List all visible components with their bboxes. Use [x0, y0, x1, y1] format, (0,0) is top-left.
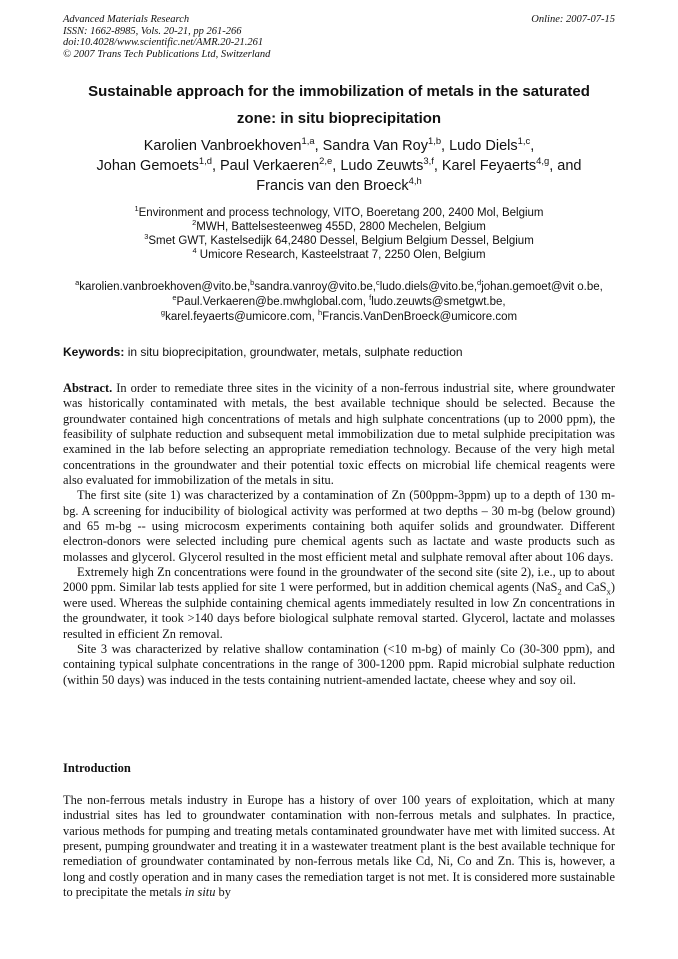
author-name: Johan Gemoets [96, 158, 199, 174]
abstract-label: Abstract. [63, 381, 113, 395]
affiliation [63, 206, 615, 220]
introduction-paragraph [63, 793, 615, 900]
abstract-paragraph [63, 381, 615, 488]
section-heading-introduction: Introduction [63, 761, 131, 775]
affiliation [63, 234, 615, 248]
author-name: Karel Feyaerts [441, 158, 537, 174]
email-line-1 [63, 280, 615, 295]
affiliation-mark: 1 [134, 204, 139, 214]
journal-header [63, 14, 270, 60]
email-link[interactable]: Francis.VanDenBroeck@umicore.com [322, 311, 518, 323]
author-name: Karolien Vanbroekhoven [143, 138, 302, 154]
author-affil-mark: 1,a [301, 135, 315, 147]
keywords-text: in situ bioprecipitation, groundwater, metals, sulphate reduction [124, 345, 463, 359]
affiliation-text: Smet GWT, Kastelsedijk 64,2480 Dessel, Belgium Belgium Dessel, Belgium [148, 235, 534, 247]
author-separator: , [441, 138, 450, 154]
author-line-3 [63, 176, 615, 196]
author-separator: , [332, 158, 341, 174]
author-affil-mark: 1,c [517, 135, 531, 147]
email-mark: a [75, 278, 80, 288]
subscript: x [606, 586, 611, 597]
abstract-text: and CaS [561, 580, 607, 595]
title-line-2: zone: in situ bioprecipitation [236, 110, 442, 127]
author-affil-mark: 4,g [536, 155, 550, 167]
author-affil-mark: 3,f [423, 155, 434, 167]
author-separator: , [211, 158, 221, 174]
abstract-text: In order to remediate three sites in the vicinity of a non-ferrous industrial site, where groundwater was historically contaminated with metals, the best available technique should be selected. Because the groundwater contained high concentrations of metals and high sulphate concentrations (up to 2000 ppm), the feasibility of sulphate reduction and subsequent metal immobilization due to metal sulphide precipitation was examined in the lab before selecting an appropriate remediation technology. Because of the very high metal concentrations in the groundwater and their potential toxic effects on microbial life chemical reagents were also evaluated for immobilization of the metals in situ. [63, 381, 615, 488]
author-separator: , [314, 138, 323, 154]
email-link[interactable]: ludo.diels@vito.be, [379, 281, 478, 293]
affiliation-mark: 3 [144, 232, 149, 242]
email-mark: d [477, 278, 482, 288]
author-affil-mark: 1,d [198, 155, 212, 167]
journal-copyright: © 2007 Trans Tech Publications Ltd, Switzerland [63, 48, 271, 60]
email-link[interactable]: ludo.zeuwts@smetgwt.be, [371, 296, 506, 308]
email-mark: h [318, 308, 323, 318]
paper-title [63, 78, 615, 132]
abstract-paragraph [63, 565, 615, 642]
abstract-section [63, 381, 615, 688]
affiliation-text: Environment and process technology, VITO, Boeretang 200, 2400 Mol, Belgium [138, 207, 544, 219]
abstract-paragraph: The first site (site 1) was characterized by a contamination of Zn (500ppm-3ppm) up to a depth of 130 m-bg. A screening for inducibility of biological activity was performed at two depths – 30 m-bg (below ground) and 65 m-bg -- using microcosm experiments containing both aquifer solids and groundwater. Different electron-donors were selected including pure chemical agents such as lactate and waste products such as molasses and glycerol. Glycerol resulted in the most efficient metal and sulphate removal after about 106 days. [63, 488, 615, 564]
introduction-section [63, 793, 615, 900]
intro-text: by [215, 885, 231, 900]
email-mark: g [160, 308, 166, 318]
subscript: 2 [557, 586, 562, 597]
abstract-text: ) were used. Whereas the sulphide containing chemical agents immediately resulted in low Zn concentrations in the groundwater, it took >140 days before biological sulphate removal started. Glycerol, lactate and molasses resulted in efficient Zn removal. [63, 580, 615, 641]
email-line-3 [63, 310, 615, 325]
abstract-text: Extremely high Zn concentrations were found in the groundwater of the second site (site 2), i.e., up to about 2000 ppm. Similar lab tests applied for site 1 were performed, but in addition chemical agents (NaS [63, 565, 615, 595]
online-date: Online: 2007-07-15 [531, 14, 615, 25]
author-separator: , and [549, 158, 582, 174]
author-name: Sandra Van Roy [322, 138, 428, 154]
author-list [63, 136, 615, 196]
email-mark: b [250, 278, 255, 288]
affiliation-mark: 4 [192, 246, 197, 256]
affiliation-text: MWH, Battelsesteenweg 455D, 2800 Mechelen, Belgium [196, 221, 486, 233]
affiliation-list [63, 206, 615, 262]
email-line-2 [63, 295, 615, 310]
email-link[interactable]: Paul.Verkaeren@be.mwhglobal.com, [176, 296, 366, 308]
email-mark: f [369, 293, 372, 303]
abstract-paragraph: Site 3 was characterized by relative shallow contamination (<10 m-bg) of mainly Co (30-300 ppm), and containing typical sulphate concentrations in the range of 300-1200 ppm. Rapid microbial sulphate reduction (within 50 days) was induced in the tests containing nutrient-amended lactate, cheese whey and soy oil. [63, 641, 615, 687]
email-link[interactable]: karel.feyaerts@umicore.com, [165, 311, 315, 323]
keywords [63, 345, 615, 360]
email-list [63, 280, 615, 325]
author-name: Paul Verkaeren [220, 158, 320, 174]
author-affil-mark: 1,b [427, 135, 442, 147]
author-name: Ludo Zeuwts [340, 158, 424, 174]
affiliation-text: Umicore Research, Kasteelstraat 7, 2250 Olen, Belgium [196, 249, 486, 261]
email-link[interactable]: karolien.vanbroekhoven@vito.be, [79, 281, 251, 293]
author-line-1 [63, 136, 615, 156]
email-mark: c [375, 278, 380, 288]
author-affil-mark: 2,e [319, 155, 333, 167]
title-line-1: Sustainable approach for the immobilization of metals in the saturated [88, 83, 590, 100]
author-name: Francis van den Broeck [256, 178, 409, 194]
author-separator: , [433, 158, 442, 174]
intro-emphasis: in situ [184, 885, 216, 900]
author-name: Ludo Diels [449, 138, 518, 154]
author-line-2 [63, 156, 615, 176]
keywords-label: Keywords: [63, 345, 125, 359]
author-affil-mark: 4,h [408, 175, 422, 187]
email-link[interactable]: johan.gemoet@vit o.be, [481, 281, 603, 293]
affiliation [63, 248, 615, 262]
journal-doi: doi:10.4028/www.scientific.net/AMR.20-21.261 [63, 37, 264, 49]
journal-name: Advanced Materials Research [63, 14, 190, 25]
email-link[interactable]: sandra.vanroy@vito.be, [254, 281, 376, 293]
journal-issn: ISSN: 1662-8985, Vols. 20-21, pp 261-266 [63, 25, 242, 37]
email-mark: e [172, 293, 177, 303]
affiliation-mark: 2 [192, 218, 197, 228]
intro-text: The non-ferrous metals industry in Europe has a history of over 100 years of exploitation, which at many industrial sites has led to groundwater contamination with non-ferrous metals and sulphates. In practice, various methods for pumping and treating metals contaminated groundwater have met with limited success. At present, pumping groundwater and treating it in a wastewater treatment plant is the best available technique for remediation of groundwater contaminated by non-ferrous metals like Cd, Ni, Co and Zn. This is, however, a long and costly operation and in many cases the remediation target is not met. It is considered more sustainable to precipitate the metals [63, 793, 615, 900]
author-separator: , [530, 138, 535, 154]
